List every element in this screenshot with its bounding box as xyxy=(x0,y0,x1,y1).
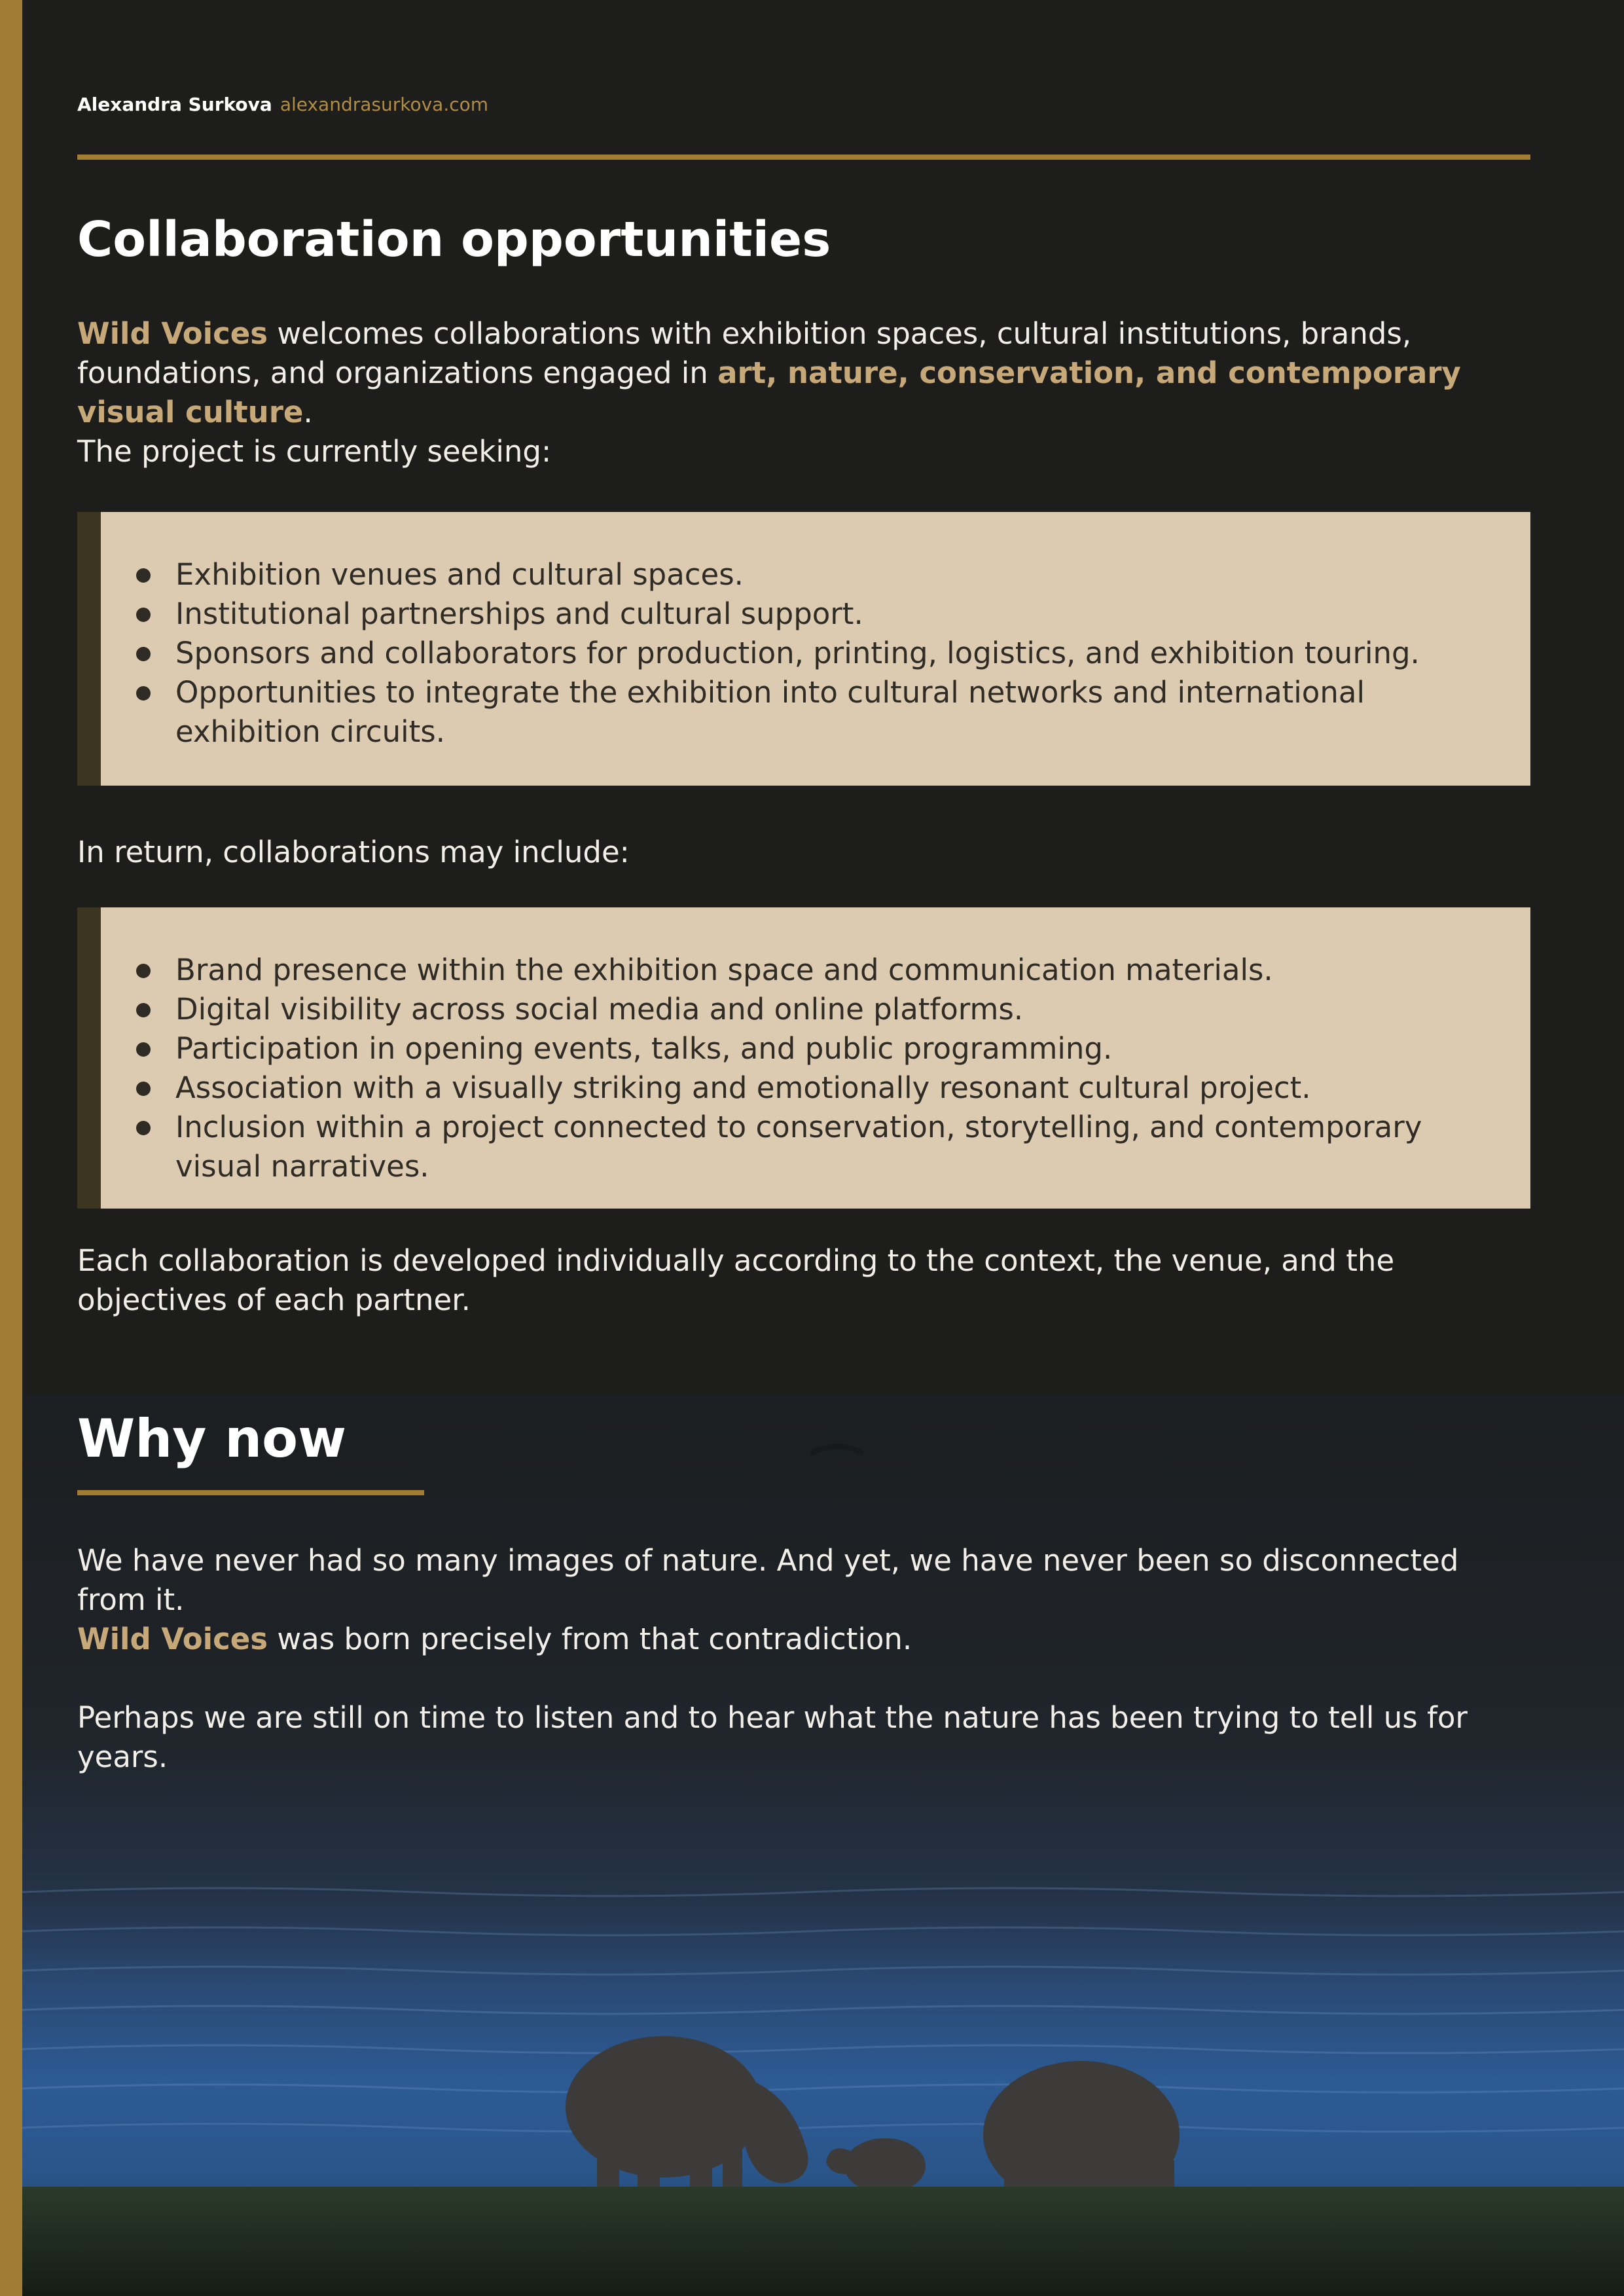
collaboration-intro xyxy=(77,314,1530,432)
return-label: In return, collaborations may include: xyxy=(77,835,630,869)
list-item: Participation in opening events, talks, and public programming. xyxy=(175,1029,1491,1068)
header-divider xyxy=(77,155,1530,160)
list-item: Sponsors and collaborators for production, printing, logistics, and exhibition touring. xyxy=(175,634,1491,673)
author-name: Alexandra Surkova xyxy=(77,94,272,115)
why-now-paragraph-3: Perhaps we are still on time to listen and to hear what the nature has been trying to tell us for years. xyxy=(77,1700,1468,1774)
seeking-box-edge xyxy=(77,512,101,786)
list-item: Institutional partnerships and cultural support. xyxy=(175,594,1491,634)
collaboration-closing: Each collaboration is developed individually according to the context, the venue, and the objectives of each partner. xyxy=(77,1243,1395,1317)
seeking-list xyxy=(175,555,1491,752)
page-header xyxy=(77,93,488,117)
seeking-label: The project is currently seeking: xyxy=(77,434,552,469)
list-item: Opportunities to integrate the exhibition into cultural networks and international exhibition circuits. xyxy=(175,673,1491,752)
return-box xyxy=(77,907,1530,1209)
intro-text-after: . xyxy=(303,395,313,429)
why-now-title: Why now xyxy=(77,1408,347,1469)
hippo-lake-photo xyxy=(22,1394,1624,2296)
why-now-paragraph-2 xyxy=(77,1620,1530,1659)
left-accent-bar xyxy=(0,0,22,2296)
list-item: Brand presence within the exhibition space and communication materials. xyxy=(175,951,1491,990)
list-item: Digital visibility across social media and online platforms. xyxy=(175,990,1491,1029)
brand-name: Wild Voices xyxy=(77,1622,268,1656)
return-box-edge xyxy=(77,907,101,1209)
list-item: Association with a visually striking and emotionally resonant cultural project. xyxy=(175,1068,1491,1108)
list-item: Exhibition venues and cultural spaces. xyxy=(175,555,1491,594)
list-item: Inclusion within a project connected to conservation, storytelling, and contemporary visual narratives. xyxy=(175,1108,1491,1186)
why-now-underline xyxy=(77,1490,424,1495)
why-now-paragraph-2-text: was born precisely from that contradiction. xyxy=(268,1622,912,1656)
seeking-box xyxy=(77,512,1530,786)
author-website-link[interactable]: alexandrasurkova.com xyxy=(280,94,489,115)
hippo-scene-illustration xyxy=(22,1394,1624,2296)
why-now-paragraph-1: We have never had so many images of nature. And yet, we have never been so disconnected from it. xyxy=(77,1543,1459,1617)
brand-name: Wild Voices xyxy=(77,316,268,351)
collaboration-title: Collaboration opportunities xyxy=(77,211,831,268)
intro-text-before: welcomes collaborations with exhibition spaces, cultural institutions, brands, foundations, and organizations engaged in xyxy=(77,316,1412,390)
intro-emphasis: art, nature, conservation, and contemporary visual culture xyxy=(77,355,1461,429)
return-list xyxy=(175,951,1491,1186)
